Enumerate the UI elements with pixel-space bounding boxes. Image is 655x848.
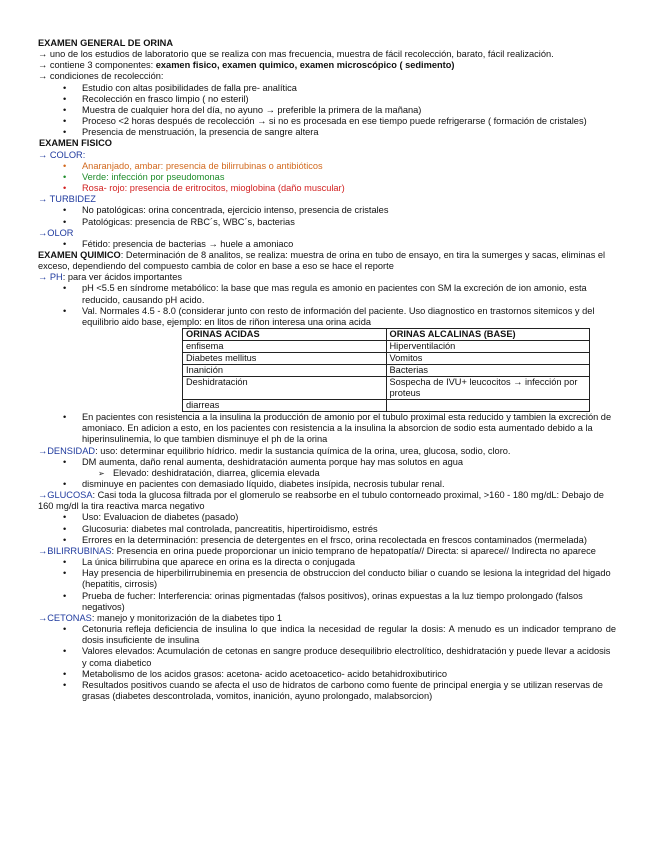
list-item: • Proceso <2 horas después de recolección → si no es procesada en ese tiempo puede refrigerarse ( formación de cristales) — [38, 116, 616, 127]
table-cell: Bacterias — [386, 365, 590, 377]
ph-after-list — [38, 412, 616, 445]
densidad-list — [38, 457, 616, 490]
fisico-heading: EXAMEN FISICO — [39, 138, 112, 149]
list-item: • disminuye en pacientes con demasiado líquido, diabetes insípida, necrosis tubular renal. — [38, 479, 616, 490]
table-row — [183, 400, 590, 412]
list-item: • Valores elevados: Acumulación de cetonas en sangre produce desequilibrio electrolítico, deshidratación y puede llevar a acidosis y coma diabetico — [38, 646, 616, 668]
list-item: • pH <5.5 en síndrome metabólico: la base que mas regula es amonio en pacientes con SM la excreción de ion amonio, esta reducido, causando pH acido. — [38, 283, 616, 305]
ph-list — [38, 283, 616, 328]
list-item: • No patológicas: orina concentrada, ejercicio intenso, presencia de cristales — [38, 205, 616, 216]
table-cell: Vomitos — [386, 353, 590, 365]
color-heading: → COLOR: — [38, 149, 86, 160]
list-item: • Metabolismo de los acidos grasos: acetona- acido acetoacetico- acido betahidroxibutirico — [38, 669, 616, 680]
list-item: • Patológicas: presencia de RBC´s, WBC´s, bacterias — [38, 217, 616, 228]
table-header-row — [183, 329, 590, 341]
quimico-paragraph: EXAMEN QUIMICO: Determinación de 8 analitos, se realiza: muestra de orina en tubo de ensayo, en tira la sumerges y sacas, eliminas el exceso, dependiendo del compuesto cambia de color en base a eso se hace el reporte — [38, 249, 606, 272]
table-row — [183, 341, 590, 353]
list-item: • Estudio con altas posibilidades de falla pre- analítica — [38, 83, 616, 94]
table-cell: Hiperventilación — [386, 341, 590, 353]
list-item: • Uso: Evaluacion de diabetes (pasado) — [38, 512, 616, 523]
table-cell: Sospecha de IVU+ leucocitos → infección por proteus — [386, 377, 590, 400]
list-item: • Glucosuria: diabetes mal controlada, pancreatitis, hipertiroidismo, estrés — [38, 524, 616, 535]
cetonas-heading: →CETONAS: manejo y monitorización de la diabetes tipo 1 — [38, 612, 283, 623]
list-item: • Resultados positivos cuando se afecta el uso de hidratos de carbono como fuente de principal energia y se utilizan reservas de grasas (diabetes descontrolada, vomitos, inanición, ayuno prolongado, malabsorcion) — [38, 680, 616, 702]
table-cell: Deshidratación — [183, 377, 387, 400]
bilirrubinas-heading: →BILIRRUBINAS: Presencia en orina puede proporcionar un inicio temprano de hepatopatía// Directa: si aparece// Indirecta no aparece — [38, 545, 596, 556]
table-cell: Diabetes mellitus — [183, 353, 387, 365]
densidad-heading: →DENSIDAD: uso: determinar equilibrio hídrico. medir la sustancia química de la orina, urea, glucosa, sodio, cloro. — [38, 445, 511, 456]
document-page — [38, 38, 616, 702]
color-list — [38, 161, 616, 194]
list-item: • En pacientes con resistencia a la insulina la producción de amonio por el tubulo proximal esta reducido y tambien la excreción de amoniaco. En adicion a esto, en los pacientes con resistencia a la insulina la absorcion de sodio esta aumentado debido a la hiperinsulinemia, lo que tambien disminuye el ph de la orina — [38, 412, 616, 445]
intro-line-1: → uno de los estudios de laboratorio que se realiza con mas frecuencia, muestra de fácil recolección, barato, fácil realización. — [38, 49, 554, 60]
acid-alkaline-table — [182, 328, 590, 412]
list-item: • Verde: infección por pseudomonas — [38, 172, 616, 183]
table-cell: Inanición — [183, 365, 387, 377]
list-item: • Recolección en frasco limpio ( no esteril) — [38, 94, 616, 105]
table-cell: enfisema — [183, 341, 387, 353]
intro-line-2: → contiene 3 componentes: examen fisico, examen quimico, examen microscópico ( sedimento) — [38, 60, 455, 71]
conditions-list — [38, 83, 616, 139]
bilirrubinas-list — [38, 557, 616, 613]
intro-line-3: → condiciones de recolección: — [38, 71, 164, 82]
olor-heading: →OLOR — [38, 227, 74, 238]
list-item: • Muestra de cualquier hora del día, no ayuno → preferible la primera de la mañana) — [38, 105, 616, 116]
list-item: • Rosa- rojo: presencia de eritrocitos, mioglobina (daño muscular) — [38, 183, 616, 194]
list-item: • Cetonuria refleja deficiencia de insulina lo que indica la necesidad de regular la dosis: A menudo es un indicador temprano de dosis insuficiente de insulina — [38, 624, 616, 646]
list-item: • Errores en la determinación: presencia de detergentes en el frsco, orina recolectada en frescos contaminados (mermelada) — [38, 535, 616, 546]
list-item: • La única bilirrubina que aparece en orina es la directa o conjugada — [38, 557, 616, 568]
list-item: • DM aumenta, daño renal aumenta, deshidratación aumenta porque hay mas solutos en agua — [38, 457, 616, 468]
table-row — [183, 377, 590, 400]
list-item: • Val. Normales 4.5 - 8.0 (considerar junto con resto de información del paciente. Uso diagnostico en trastornos sitemicos y del equilibrio aido base, ejemplo: en litos de riñon interesa una orina acida — [38, 306, 616, 328]
turbidez-heading: → TURBIDEZ — [38, 194, 96, 205]
table-row — [183, 353, 590, 365]
table-cell: diarreas — [183, 400, 387, 412]
list-item: • Hay presencia de hiperbilirrubinemia en presencia de obstruccion del conducto biliar o cuando se lesiona la integridad del higado (hepatitis, cirrosis) — [38, 568, 616, 590]
table-header-cell: ORINAS ACIDAS — [183, 329, 387, 341]
turbidez-list — [38, 205, 616, 227]
table-header-cell: ORINAS ALCALINAS (BASE) — [386, 329, 590, 341]
list-item: • Anaranjado, ambar: presencia de bilirrubinas o antibióticos — [38, 161, 616, 172]
table-cell — [386, 400, 590, 412]
list-subitem: ➢ Elevado: deshidratación, diarrea, glicemia elevada — [38, 468, 616, 479]
ph-heading: → PH: para ver ácidos importantes — [38, 272, 182, 283]
glucosa-list — [38, 512, 616, 545]
table-row — [183, 365, 590, 377]
olor-list — [38, 239, 616, 250]
list-item: • Fétido: presencia de bacterias → huele a amoniaco — [38, 239, 616, 250]
list-item: • Presencia de menstruación, la presencia de sangre altera — [38, 127, 616, 138]
glucosa-heading: →GLUCOSA: Casi toda la glucosa filtrada por el glomerulo se reabsorbe en el tubulo contorneado proximal, >160 - 180 mg/dL: Debajo de 160 mg/dl la tira reactiva marca negativo — [38, 490, 604, 512]
cetonas-list — [38, 624, 616, 702]
list-item: • Prueba de fucher: Interferencia: orinas pigmentadas (falsos positivos), orinas expuestas a la luz tiempo prolongado (falsos negativos) — [38, 591, 616, 613]
doc-title: EXAMEN GENERAL DE ORINA — [38, 38, 173, 48]
